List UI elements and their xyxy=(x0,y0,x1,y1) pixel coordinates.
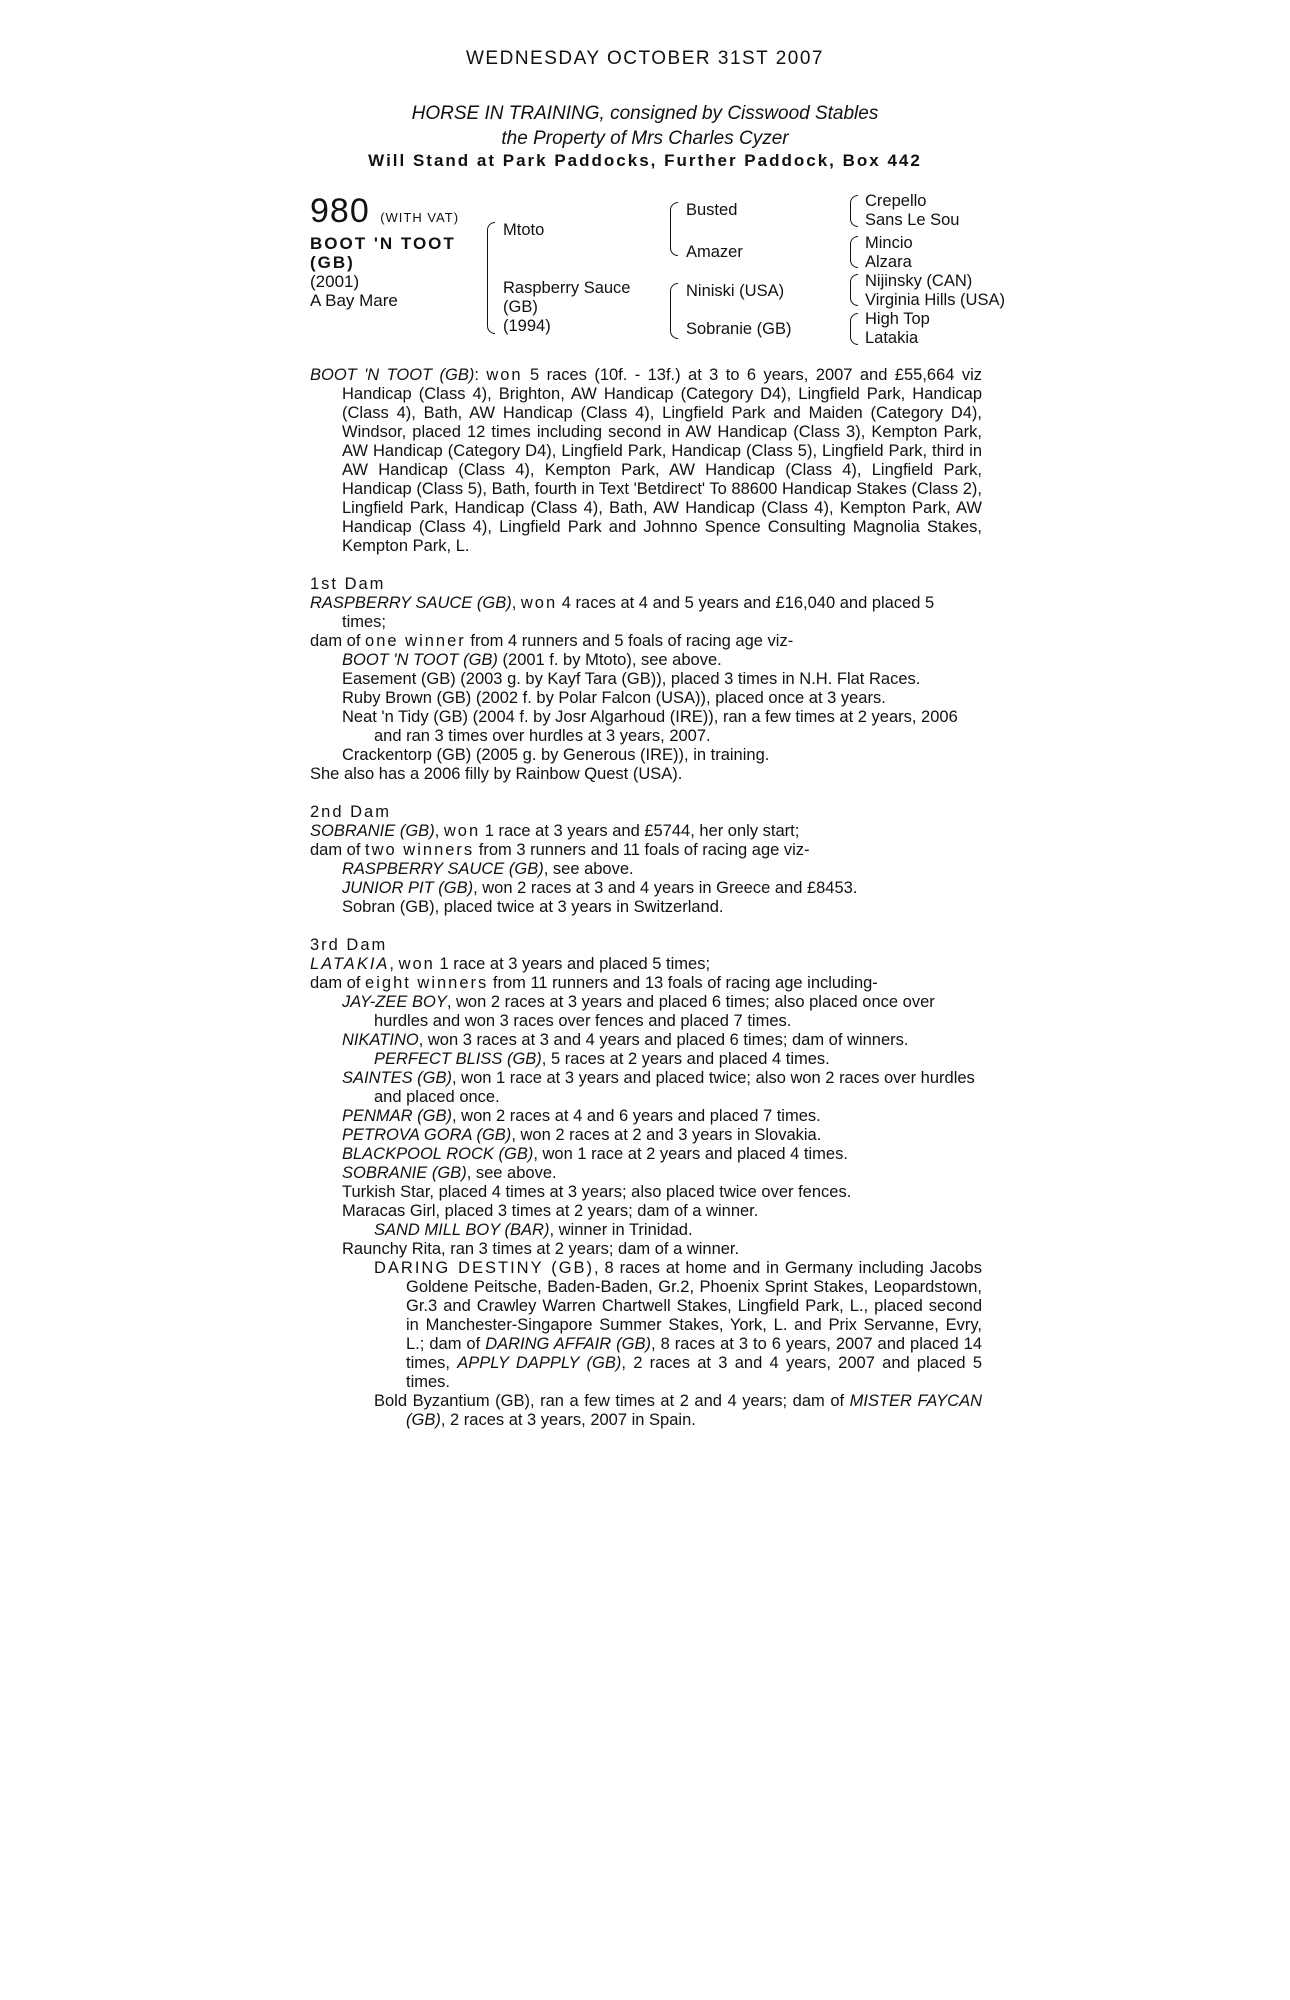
horse-year: (2001) xyxy=(310,272,360,291)
granddam-3: Virginia Hills (USA) xyxy=(865,291,1005,309)
dam-dam: Sobranie (GB) xyxy=(686,320,792,338)
lot-number-row xyxy=(310,192,459,231)
second-dam-record: SOBRANIE (GB), won 1 race at 3 years and £5744, her only start; xyxy=(310,822,800,840)
vat-note: (WITH VAT) xyxy=(380,210,460,225)
pedigree-brace-6 xyxy=(850,274,858,306)
stand-location: Will Stand at Park Paddocks, Further Paddock, Box 442 xyxy=(368,151,922,170)
list-item: Ruby Brown (GB) (2002 f. by Polar Falcon (USA)), placed once at 3 years. xyxy=(342,689,886,707)
third-dam-heading: 3rd Dam xyxy=(310,936,388,954)
grandsire-4: High Top xyxy=(865,310,930,328)
second-dam-name: SOBRANIE (GB) xyxy=(310,822,435,840)
dam: Raspberry Sauce xyxy=(503,279,631,297)
third-dam-produce-summary: dam of eight winners from 11 runners and 13 foals of racing age including- xyxy=(310,974,878,992)
won-label: won xyxy=(486,366,523,384)
grandsire-3: Nijinsky (CAN) xyxy=(865,272,973,290)
grandsire-2: Mincio xyxy=(865,234,913,252)
dam-sire: Niniski (USA) xyxy=(686,282,785,300)
list-item: Turkish Star, placed 4 times at 3 years; also placed twice over fences. xyxy=(342,1183,852,1201)
sire-dam: Amazer xyxy=(686,243,743,261)
list-item: JAY-ZEE BOY, won 2 races at 3 years and placed 6 times; also placed once over hurdles and won 3 races over fences and placed 7 times. xyxy=(342,993,935,1030)
second-dam-heading: 2nd Dam xyxy=(310,803,391,821)
list-item: Maracas Girl, placed 3 times at 2 years; dam of a winner. xyxy=(342,1202,759,1220)
race-record-horse-name: BOOT 'N TOOT (GB) xyxy=(310,366,475,384)
list-item: SAINTES (GB), won 1 race at 3 years and placed twice; also won 2 races over hurdles and placed once. xyxy=(342,1069,975,1106)
list-item: BLACKPOOL ROCK (GB), won 1 race at 2 years and placed 4 times. xyxy=(342,1145,848,1163)
list-item: RASPBERRY SAUCE (GB), see above. xyxy=(342,860,634,878)
list-item: NIKATINO, won 3 races at 3 and 4 years and placed 6 times; dam of winners. xyxy=(342,1031,909,1049)
list-item: Crackentorp (GB) (2005 g. by Generous (IRE)), in training. xyxy=(342,746,770,764)
pedigree-brace-7 xyxy=(850,313,858,345)
lot-number: 980 xyxy=(310,192,370,230)
list-item-daring-destiny: DARING DESTINY (GB), 8 races at home and in Germany including Jacobs Goldene Peitsche, Baden-Baden, Gr.2, Phoenix Sprint Stakes, Leopardstown, Gr.3 and Crawley Warren Chartwell Stakes, Lingfield Park, L., placed second in Manchester-Singapore Summer Stakes, York, L. and Prix Servanne, Evry, L.; dam of DARING AFFAIR (GB), 8 races at 3 to 6 years, 2007 and placed 14 times, APPLY DAPPLY (GB), 2 races at 3 and 4 years, 2007 and placed 5 times. xyxy=(374,1259,983,1391)
pedigree-brace-1 xyxy=(487,222,495,334)
horse-description: A Bay Mare xyxy=(310,291,398,310)
list-item: PETROVA GORA (GB), won 2 races at 2 and 3 years in Slovakia. xyxy=(342,1126,822,1144)
grandsire-1: Crepello xyxy=(865,192,927,210)
sire-sire: Busted xyxy=(686,201,738,219)
horse-name: BOOT 'N TOOT xyxy=(310,234,456,253)
list-item: PENMAR (GB), won 2 races at 4 and 6 years and placed 7 times. xyxy=(342,1107,821,1125)
list-item: SAND MILL BOY (BAR), winner in Trinidad. xyxy=(374,1221,693,1239)
list-item: Sobran (GB), placed twice at 3 years in Switzerland. xyxy=(342,898,724,916)
sale-date: WEDNESDAY OCTOBER 31ST 2007 xyxy=(466,48,824,69)
third-dam-name: LATAKIA xyxy=(310,955,390,973)
pedigree-brace-4 xyxy=(850,195,858,227)
dam-year: (1994) xyxy=(503,317,551,335)
list-item: PERFECT BLISS (GB), 5 races at 2 years and placed 4 times. xyxy=(374,1050,830,1068)
pedigree-brace-2 xyxy=(670,202,678,256)
third-dam-record: LATAKIA, won 1 race at 3 years and placed 5 times; xyxy=(310,955,711,973)
first-dam-heading: 1st Dam xyxy=(310,575,386,593)
list-item: SOBRANIE (GB), see above. xyxy=(342,1164,557,1182)
property-line: the Property of Mrs Charles Cyzer xyxy=(501,128,789,149)
list-item-bold-byzantium: Bold Byzantium (GB), ran a few times at 2 and 4 years; dam of MISTER FAYCAN (GB), 2 races at 3 years, 2007 in Spain. xyxy=(374,1392,982,1429)
list-item: JUNIOR PIT (GB), won 2 races at 3 and 4 years in Greece and £8453. xyxy=(342,879,858,897)
list-item: BOOT 'N TOOT (GB) (2001 f. by Mtoto), see above. xyxy=(342,651,722,669)
granddam-1: Sans Le Sou xyxy=(865,211,960,229)
list-item: Neat 'n Tidy (GB) (2004 f. by Josr Algarhoud (IRE)), ran a few times at 2 years, 2006 and ran 3 times over hurdles at 3 years, 2007. xyxy=(342,708,958,745)
first-dam-produce-summary: dam of one winner from 4 runners and 5 foals of racing age viz- xyxy=(310,632,794,650)
pedigree-brace-3 xyxy=(670,283,678,339)
pedigree-brace-5 xyxy=(850,236,858,268)
horse-identity xyxy=(310,234,460,310)
granddam-2: Alzara xyxy=(865,253,912,271)
first-dam-footer: She also has a 2006 filly by Rainbow Quest (USA). xyxy=(310,765,683,783)
consignment-line: HORSE IN TRAINING, consigned by Cisswood Stables xyxy=(411,103,879,124)
list-item: Easement (GB) (2003 g. by Kayf Tara (GB)), placed 3 times in N.H. Flat Races. xyxy=(342,670,921,688)
catalogue-body xyxy=(310,366,982,1430)
second-dam-produce-summary: dam of two winners from 3 runners and 11 foals of racing age viz- xyxy=(310,841,810,859)
sire: Mtoto xyxy=(503,221,545,239)
list-item: Raunchy Rita, ran 3 times at 2 years; dam of a winner. xyxy=(342,1240,740,1258)
race-record: BOOT 'N TOOT (GB): won 5 races (10f. - 13f.) at 3 to 6 years, 2007 and £55,664 viz Handicap (Class 4), Brighton, AW Handicap (Category D4), Lingfield Park, Handicap (Class 4), Bath, AW Handicap (Class 4), Lingfield Park and Maiden (Category D4), Windsor, placed 12 times including second in AW Handicap (Class 3), Kempton Park, AW Handicap (Category D4), Lingfield Park, Handicap (Class 5), Lingfield Park, third in AW Handicap (Class 4), Kempton Park, AW Handicap (Class 4), Lingfield Park, Handicap (Class 5), Bath, fourth in Text 'Betdirect' To 88600 Handicap Stakes (Class 2), Lingfield Park, Handicap (Class 4), Bath, AW Handicap (Class 4), Kempton Park, AW Handicap (Class 4), Lingfield Park and Johnno Spence Consulting Magnolia Stakes, Kempton Park, L. xyxy=(310,366,982,555)
first-dam-name: RASPBERRY SAUCE (GB) xyxy=(310,594,512,612)
race-record-text: 5 races (10f. - 13f.) at 3 to 6 years, 2007 and £55,664 viz Handicap (Class 4), Brighton, AW Handicap (Category D4), Lingfield Park, Handicap (Class 4), Bath, AW Handicap (Class 4), Lingfield Park and Maiden (Category D4), Windsor, placed 12 times including second in AW Handicap (Class 3), Kempton Park, AW Handicap (Category D4), Lingfield Park, Handicap (Class 5), Lingfield Park, third in AW Handicap (Class 4), Kempton Park, AW Handicap (Class 4), Lingfield Park, Handicap (Class 5), Bath, fourth in Text 'Betdirect' To 88600 Handicap Stakes (Class 2), Lingfield Park, Handicap (Class 4), Bath, AW Handicap (Class 4), Kempton Park, AW Handicap (Class 4), Lingfield Park and Johnno Spence Consulting Magnolia Stakes, Kempton Park, L. xyxy=(342,366,982,555)
granddam-4: Latakia xyxy=(865,329,919,347)
horse-origin: (GB) xyxy=(310,253,355,272)
first-dam-record: RASPBERRY SAUCE (GB), won 4 races at 4 and 5 years and £16,040 and placed 5 times; xyxy=(310,594,935,631)
dam-origin: (GB) xyxy=(503,298,538,316)
